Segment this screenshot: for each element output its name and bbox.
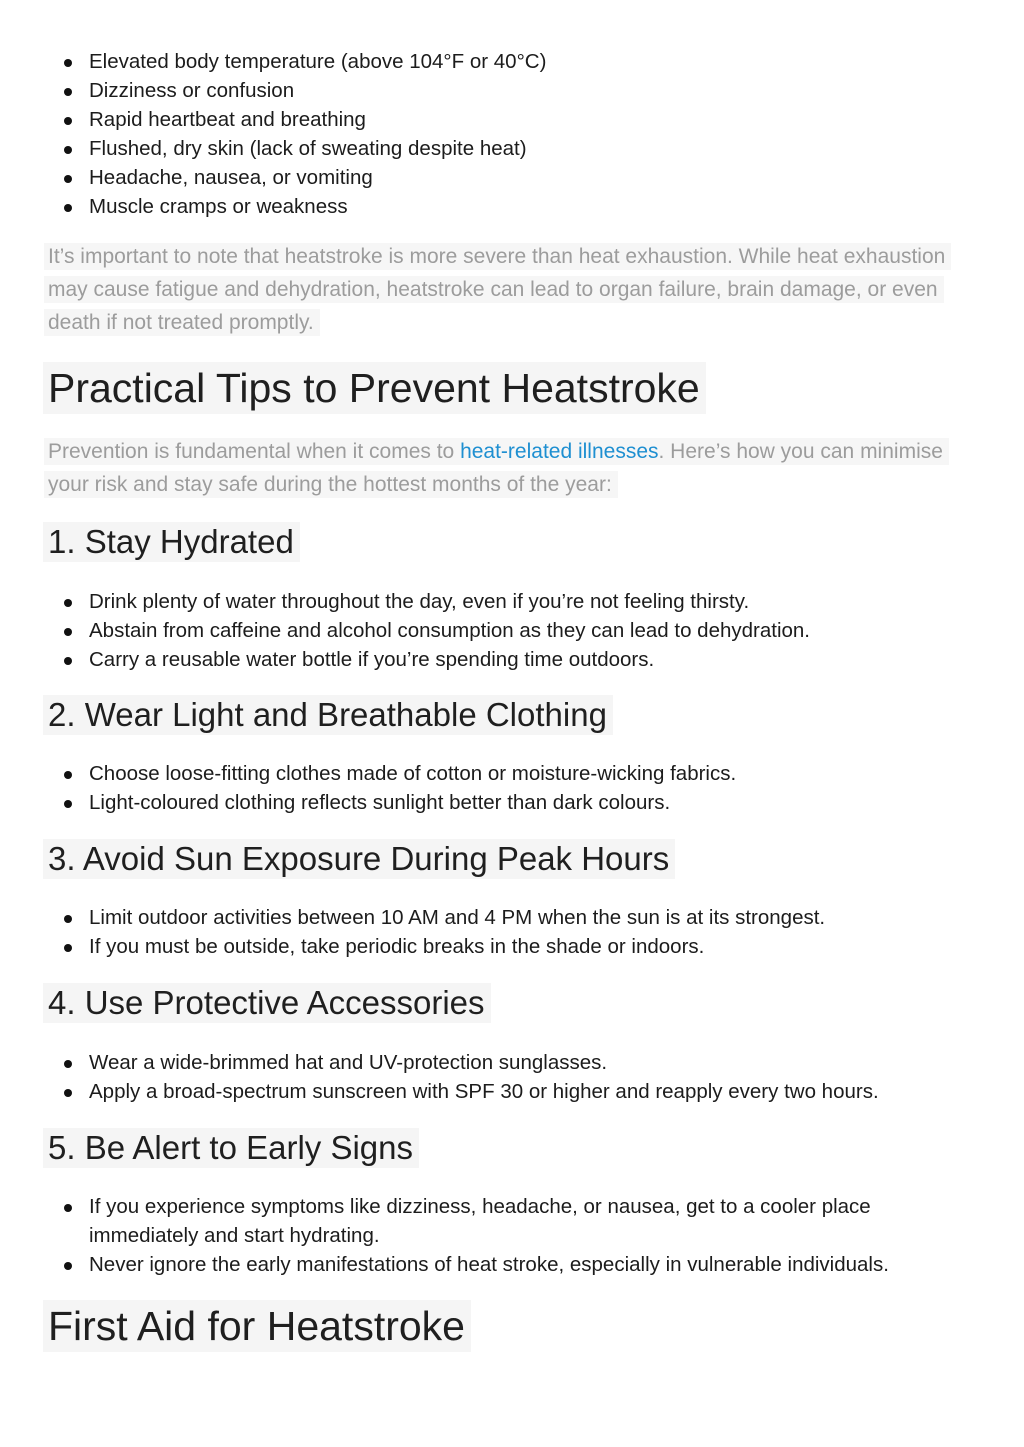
list-item: Muscle cramps or weakness <box>62 192 982 221</box>
note-text: It’s important to note that heatstroke is more severe than heat exhaustion. While heat exhaustion may cause fatigue and dehydration, heatstroke can lead to organ failure, brain damage, or even death if not treated promptly. <box>44 243 951 336</box>
bullet-icon <box>64 771 72 779</box>
list-item: Carry a reusable water bottle if you’re spending time outdoors. <box>62 645 982 674</box>
list-item: Choose loose-fitting clothes made of cotton or moisture-wicking fabrics. <box>62 759 982 788</box>
list-item: Limit outdoor activities between 10 AM and 4 PM when the sun is at its strongest. <box>62 903 982 932</box>
tip-list-sun-exposure <box>62 903 982 961</box>
list-item: Rapid heartbeat and breathing <box>62 105 982 134</box>
list-item: Apply a broad-spectrum sunscreen with SPF 30 or higher and reapply every two hours. <box>62 1077 982 1106</box>
list-item: Headache, nausea, or vomiting <box>62 163 982 192</box>
prevention-intro-text <box>44 438 949 498</box>
list-item: Dizziness or confusion <box>62 76 982 105</box>
tip-list-clothing <box>62 759 982 817</box>
list-item: Drink plenty of water throughout the day, even if you’re not feeling thirsty. <box>62 587 982 616</box>
bullet-icon <box>64 1060 72 1068</box>
list-item: Flushed, dry skin (lack of sweating despite heat) <box>62 134 982 163</box>
bullet-icon <box>64 944 72 952</box>
intro-text-end: . Here’s how you can minimise your risk and stay safe during the hottest months of the year: <box>48 440 943 496</box>
bullet-icon <box>64 1204 72 1212</box>
bullet-icon <box>64 204 72 212</box>
first-aid-heading: First Aid for Heatstroke <box>43 1300 471 1352</box>
list-item: Light-coloured clothing reflects sunlight better than dark colours. <box>62 788 982 817</box>
list-item: If you experience symptoms like dizziness, headache, or nausea, get to a cooler place immediately and start hydrating. <box>62 1192 982 1250</box>
tip-heading-stay-hydrated: 1. Stay Hydrated <box>43 522 300 562</box>
bullet-icon <box>64 59 72 67</box>
tip-heading-protective-accessories: 4. Use Protective Accessories <box>43 983 491 1023</box>
tip-heading-clothing: 2. Wear Light and Breathable Clothing <box>43 695 613 735</box>
bullet-icon <box>64 657 72 665</box>
bullet-icon <box>64 628 72 636</box>
symptoms-list <box>62 47 982 221</box>
heat-related-illnesses-link[interactable]: heat-related illnesses <box>460 440 659 463</box>
list-item: Wear a wide-brimmed hat and UV-protection sunglasses. <box>62 1048 982 1077</box>
bullet-icon <box>64 599 72 607</box>
tip-list-early-signs <box>62 1192 982 1279</box>
prevention-intro <box>44 435 974 501</box>
note-paragraph <box>44 240 974 339</box>
intro-text-start: Prevention is fundamental when it comes to <box>48 440 461 463</box>
list-item: Never ignore the early manifestations of heat stroke, especially in vulnerable individuals. <box>62 1250 982 1279</box>
bullet-icon <box>64 117 72 125</box>
tip-list-protective-accessories <box>62 1048 982 1106</box>
bullet-icon <box>64 1089 72 1097</box>
tip-list-stay-hydrated <box>62 587 982 674</box>
bullet-icon <box>64 915 72 923</box>
prevention-heading: Practical Tips to Prevent Heatstroke <box>43 362 706 414</box>
bullet-icon <box>64 1262 72 1270</box>
bullet-icon <box>64 146 72 154</box>
bullet-icon <box>64 800 72 808</box>
tip-heading-early-signs: 5. Be Alert to Early Signs <box>43 1128 419 1168</box>
list-item: If you must be outside, take periodic breaks in the shade or indoors. <box>62 932 982 961</box>
list-item: Elevated body temperature (above 104°F or 40°C) <box>62 47 982 76</box>
tip-heading-sun-exposure: 3. Avoid Sun Exposure During Peak Hours <box>43 839 675 879</box>
bullet-icon <box>64 175 72 183</box>
list-item: Abstain from caffeine and alcohol consumption as they can lead to dehydration. <box>62 616 982 645</box>
bullet-icon <box>64 88 72 96</box>
